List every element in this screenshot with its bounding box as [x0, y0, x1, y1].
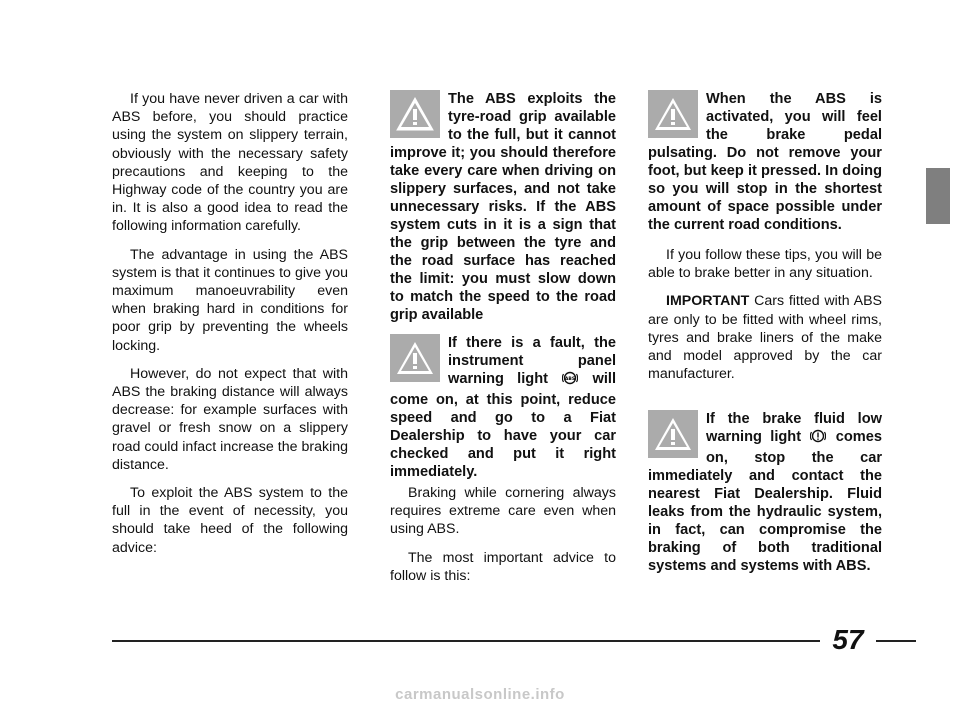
footer-rule	[112, 640, 820, 642]
intro-paragraph: If you have never driven a car with ABS before, you should practice using the system on slippery terrain, obviously with the necessary safety precautions and keeping to the Highway code of the country you are in. It is also a good idea to read the following information carefully.	[112, 91, 348, 235]
warning-triangle-icon	[648, 410, 698, 458]
braking-distance-paragraph: However, do not expect that with ABS the braking distance will always decrease: for example surfaces with gravel or fresh snow on a slippery road could infact increase the braking distance.	[112, 365, 348, 473]
warning-triangle-icon	[390, 90, 440, 138]
important-label: IMPORTANT	[666, 293, 750, 310]
warning-brake-fluid-text-b: comes on, stop the car immediately and contact the nearest Fiat Dealership. Fluid leaks from the hydraulic system, in fact, can compromise the braking of both traditional systems and systems with ABS.	[648, 429, 882, 574]
brake-fluid-warning-light-icon	[810, 428, 826, 449]
tips-paragraph: If you follow these tips, you will be able to brake better in any situation.	[648, 247, 882, 282]
svg-text:ABS: ABS	[565, 377, 576, 382]
column-middle	[382, 90, 616, 584]
warning-abs-fault	[382, 334, 616, 481]
warning-triangle-icon	[648, 90, 698, 138]
warning-abs-grip-text: The ABS exploits the tyre-road grip available to the full, but it cannot improve it; you should therefore take every care when driving on slippery surfaces, and not take unnecessary risks. If the ABS system cuts in it is a sign that the grip between the tyre and the road surface has reached the limit: you must slow down to match the speed to the road grip available	[390, 91, 616, 323]
advice-paragraph: The most important advice to follow is this:	[390, 549, 616, 584]
footer-rule	[876, 640, 916, 642]
advantage-paragraph: The advantage in using the ABS system is that it continues to give you maximum manoeuvrability even when braking hard in conditions for poor grip by preventing the wheels locking.	[112, 246, 348, 354]
column-left	[112, 90, 348, 567]
warning-brake-fluid	[648, 410, 882, 575]
warning-abs-activated-text: When the ABS is activated, you will feel the brake pedal pulsating. Do not remove your foot, but keep it pressed. In doing so you will stop in the shortest amount of space possible under the current road conditions.	[648, 91, 882, 233]
warning-brake-fluid-text-a: If the brake fluid low warning light	[706, 411, 882, 445]
watermark: carmanualsonline.info	[395, 686, 565, 703]
advice-intro-paragraph: To exploit the ABS system to the full in the event of necessity, you should take heed of the following advice:	[112, 485, 348, 556]
warning-abs-fault-text-b: will come on, at this point, reduce speed and go to a Fiat Dealership to have your car checked and put it right immediately.	[390, 371, 616, 480]
section-tab-marker	[926, 168, 950, 224]
warning-triangle-icon	[390, 334, 440, 382]
warning-abs-activated	[648, 90, 882, 234]
warning-abs-fault-text-a: If there is a fault, the instrument panel warning light	[448, 335, 616, 387]
page-number: 57	[832, 624, 864, 655]
important-paragraph	[648, 292, 882, 383]
cornering-paragraph: Braking while cornering always requires extreme care even when using ABS.	[390, 485, 616, 538]
column-right	[648, 90, 882, 574]
abs-warning-light-icon	[562, 370, 578, 391]
warning-abs-grip	[382, 90, 616, 324]
important-text: Cars fitted with ABS are only to be fitted with wheel rims, tyres and brake liners of the make and model approved by the car manufacturer.	[648, 293, 882, 383]
